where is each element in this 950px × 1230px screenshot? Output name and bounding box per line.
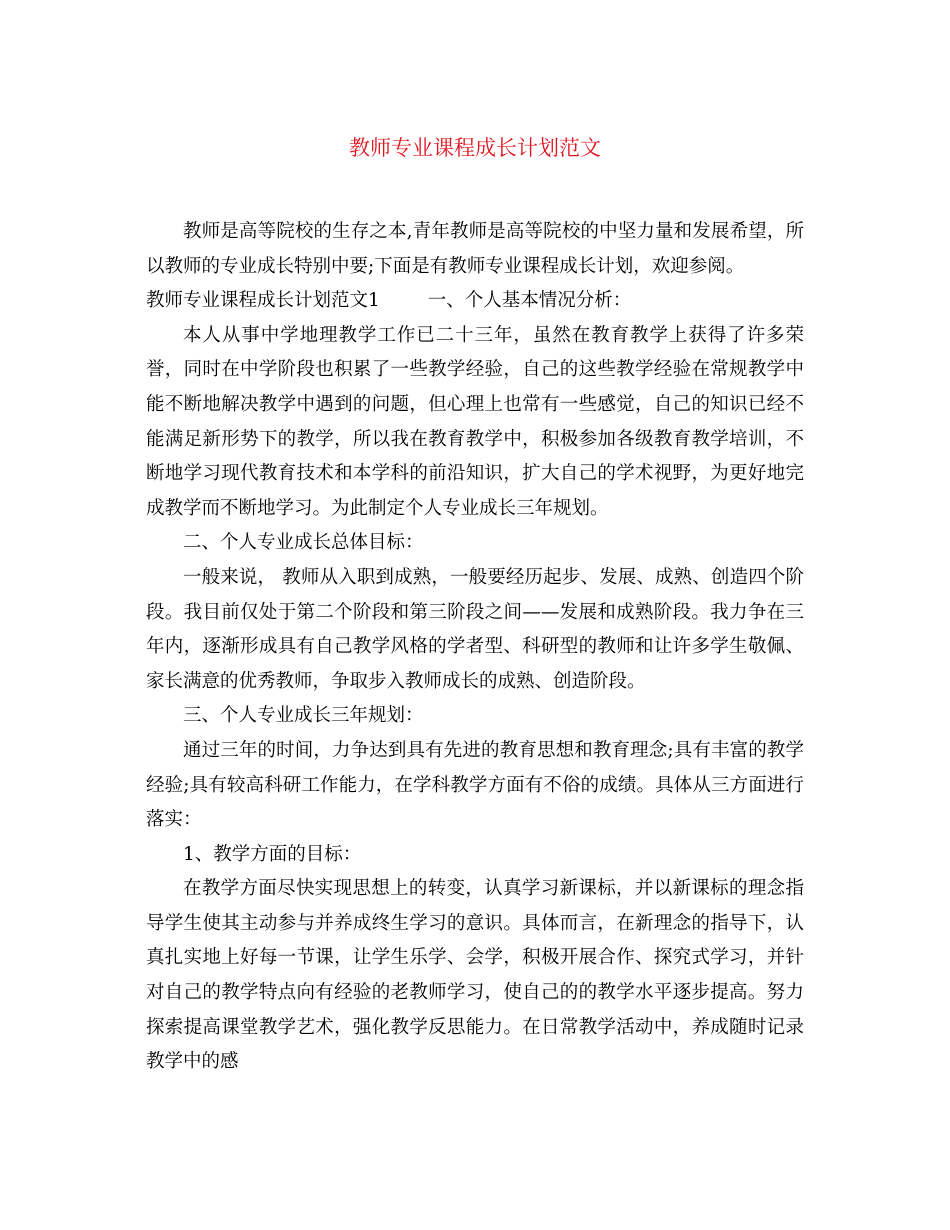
- paragraph-overall-goal: 一般来说， 教师从入职到成熟，一般要经历起步、发展、成熟、创造四个阶段。我目前仅处于第二个阶段和第三阶段之间——发展和成熟阶段。我力争在三年内，逐渐形成具有自己教学风格的学者型、科研型的教师和让许多学生敬佩、家长满意的优秀教师，争取步入教师成长的成熟、创造阶段。: [146, 566, 804, 692]
- paragraph-three-year-plan: 通过三年的时间，力争达到具有先进的教育思想和教育理念;具有丰富的教学经验;具有较高科研工作能力，在学科教学方面有不俗的成绩。具体从三方面进行落实：: [146, 739, 804, 831]
- document-title: 教师专业课程成长计划范文: [349, 136, 601, 160]
- heading-three-year-plan: 三、个人专业成长三年规划：: [183, 705, 424, 727]
- paragraph-teaching-goals: 在教学方面尽快实现思想上的转变，认真学习新课标，并以新课标的理念指导学生使其主动参与并养成终生学习的意识。具体而言，在新理念的指导下，认真扎实地上好每一节课，让学生乐学、会学，积极开展合作、探究式学习，并针对自己的教学特点向有经验的老教师学习，使自己的的教学水平逐步提高。努力探索提高课堂教学艺术，强化教学反思能力。在日常教学活动中，养成随时记录教学中的感: [146, 878, 804, 1073]
- heading-teaching-goals: 1、教学方面的目标：: [183, 843, 362, 865]
- paragraph-basic-situation: 本人从事中学地理教学工作已二十三年，虽然在教育教学上获得了许多荣誉，同时在中学阶段也积累了一些教学经验，自己的这些教学经验在常规教学中能不断地解决教学中遇到的问题，但心理上也常有一些感觉，自己的知识已经不能满足新形势下的教学，所以我在教育教学中，积极参加各级教育教学培训，不断地学习现代教育技术和本学科的前沿知识，扩大自己的学术视野，为更好地完成教学而不断地学习。为此制定个人专业成长三年规划。: [146, 324, 804, 519]
- heading-overall-goal: 二、个人专业成长总体目标：: [183, 532, 424, 554]
- document-body: [146, 215, 804, 1080]
- intro-paragraph: 教师是高等院校的生存之本,青年教师是高等院校的中坚力量和发展希望，所以教师的专业成长特别中要;下面是有教师专业课程成长计划，欢迎参阅。: [146, 221, 804, 277]
- section-label: 教师专业课程成长计划范文1: [146, 290, 380, 312]
- section-label-line: [146, 284, 804, 319]
- heading-basic-situation: 一、个人基本情况分析：: [427, 290, 632, 312]
